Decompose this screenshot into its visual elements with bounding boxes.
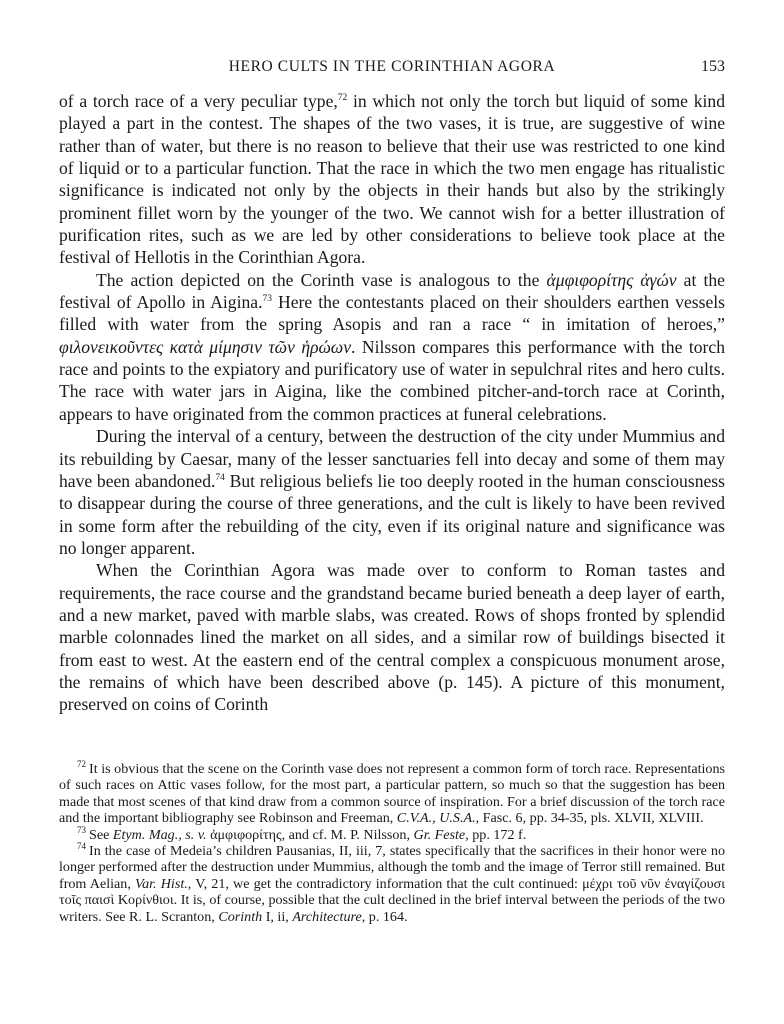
footnote-number: 72 (77, 759, 86, 770)
footnote-74 (59, 843, 725, 925)
footnote-text: It is obvious that the scene on the Corinth vase does not represent a common form of torch race. Representations of such races on Attic vases follow, for the most part, a particular pattern, so much so that the suggestion has been made that most scenes of that kind draw from a common source of inspiration. For a brief discussion of the torch race and the important bibliography see Robinson and Freeman, (59, 761, 725, 827)
footnote-italic: Etym. Mag., s. v. (112, 826, 207, 843)
footnote-text: , Fasc. 6, pp. 34-35, pls. XLVII, XLVIII. (475, 810, 704, 827)
footnote-number: 74 (77, 841, 86, 852)
paragraph-3 (59, 425, 725, 559)
footnote-number: 73 (77, 824, 86, 835)
paragraph-4-text: When the Corinthian Agora was made over to conform to Roman tastes and requirements, the race course and the grandstand became buried beneath a deep layer of earth, and a new market, paved with marble slabs, was created. Rows of shops fronted by splendid marble colonnades lined the market on all sides, and a similar row of buildings bisected it from east to west. At the eastern end of the central complex a conspicuous monument arose, the remains of which have been described above (p. 145). A picture of this monument, preserved on coins of Corinth (59, 560, 725, 715)
paragraph-2-text-d: . Nilsson compares this performance with the torch race and points to the expiatory and purificatory use of water in sepulchral rites and hero cults. The race with water jars in Aigina, like the combined pitcher-and-torch race at Corinth, appears to have originated from the common practices at funeral celebrations. (59, 336, 726, 424)
footnote-text: In the case of Medeia’s children Pausanias, II, iii, 7, states specifically that the sacrifices in their honor were no longer performed after the destruction under Mummius, although the tomb and the image of Terror still remained. But from Aelian, (59, 843, 725, 892)
footnote-ref-73: 73 (262, 294, 272, 305)
paragraph-1 (59, 90, 725, 269)
footnote-greek: μέχρι τοῦ νῦν ἐναγίζουσι τοῖς παισὶ Κορίνθιοι. (59, 875, 725, 909)
footnote-ref-72: 72 (337, 93, 348, 104)
footnote-73 (59, 824, 725, 843)
footnote-text: , pp. 172 f. (465, 826, 527, 843)
greek-phrase-heroes: φιλονεικοῦντες κατὰ μίμησιν τῶν ἡρώων (59, 336, 352, 357)
footnote-text: I, ii, (262, 908, 293, 925)
footnotes (59, 761, 725, 925)
footnote-text: , p. 164. (361, 908, 408, 925)
footnote-text: See (89, 826, 113, 843)
running-header (59, 58, 725, 80)
footnote-text: ἀμφιφορίτης, and cf. M. P. Nilsson, (206, 826, 414, 843)
paragraph-1-text-b: in which not only the torch but liquid of some kind played a part in the contest. The shapes of the two vases, it is true, are suggestive of wine rather than of water, but there is no reason to believe that their use was restricted to one kind of liquid or to a particular function. That the race in which the two men engage has ritualistic significance is indicated not only by the objects in their hands but also by the strikingly prominent fillet worn by the younger of the two. We cannot wish for a better illustration of purification rites, such as we are led by other considerations to believe took place at the festival of Hellotis in the Corinthian Agora. (59, 91, 725, 268)
paragraph-2-text-c: Here the contestants placed on their shoulders earthen vessels filled with water from the spring Asopis and ran a race “ in imitation of heroes,” (59, 292, 725, 335)
footnote-italic: C.V.A., U.S.A. (396, 810, 476, 827)
paragraph-3-text-b: But religious beliefs lie too deeply rooted in the human consciousness to disappear during the course of three generations, and the cult is likely to have been revived in some form after the rebuilding of the city, even if its original nature and significance was no longer apparent. (59, 470, 725, 558)
paragraph-1-text-a: of a torch race of a very peculiar type, (59, 91, 338, 111)
paragraph-3-text-a: During the interval of a century, between the destruction of the city under Mummius and its rebuilding by Caesar, many of the lesser sanctuaries fell into decay and some of them may have been abandoned. (59, 426, 725, 491)
paragraph-4 (59, 559, 725, 715)
footnote-72 (59, 761, 725, 827)
running-title: HERO CULTS IN THE CORINTHIAN AGORA (228, 58, 556, 75)
footnote-italic: Var. Hist. (135, 875, 188, 892)
footnote-italic: Corinth (218, 908, 263, 925)
footnote-italic: Gr. Feste (413, 826, 466, 843)
paragraph-2 (59, 269, 725, 425)
paragraph-2-text-a: The action depicted on the Corinth vase is analogous to the (96, 269, 547, 290)
paragraph-2-text-b: at the festival of Apollo in Aigina. (59, 269, 725, 313)
body-text (59, 90, 725, 716)
footnote-text: , V, 21, we get the contradictory information that the cult continued: (187, 875, 583, 892)
footnote-text: It is, of course, possible that the cult declined in the brief interval between the periods of the two writers. See R. L. Scranton, (59, 892, 725, 925)
footnote-ref-74: 74 (215, 472, 225, 483)
greek-phrase-amphiphorites: ἀμφιφορίτης ἀγών (546, 269, 677, 290)
page-number: 153 (701, 58, 725, 75)
footnote-italic: Architecture (292, 908, 362, 925)
